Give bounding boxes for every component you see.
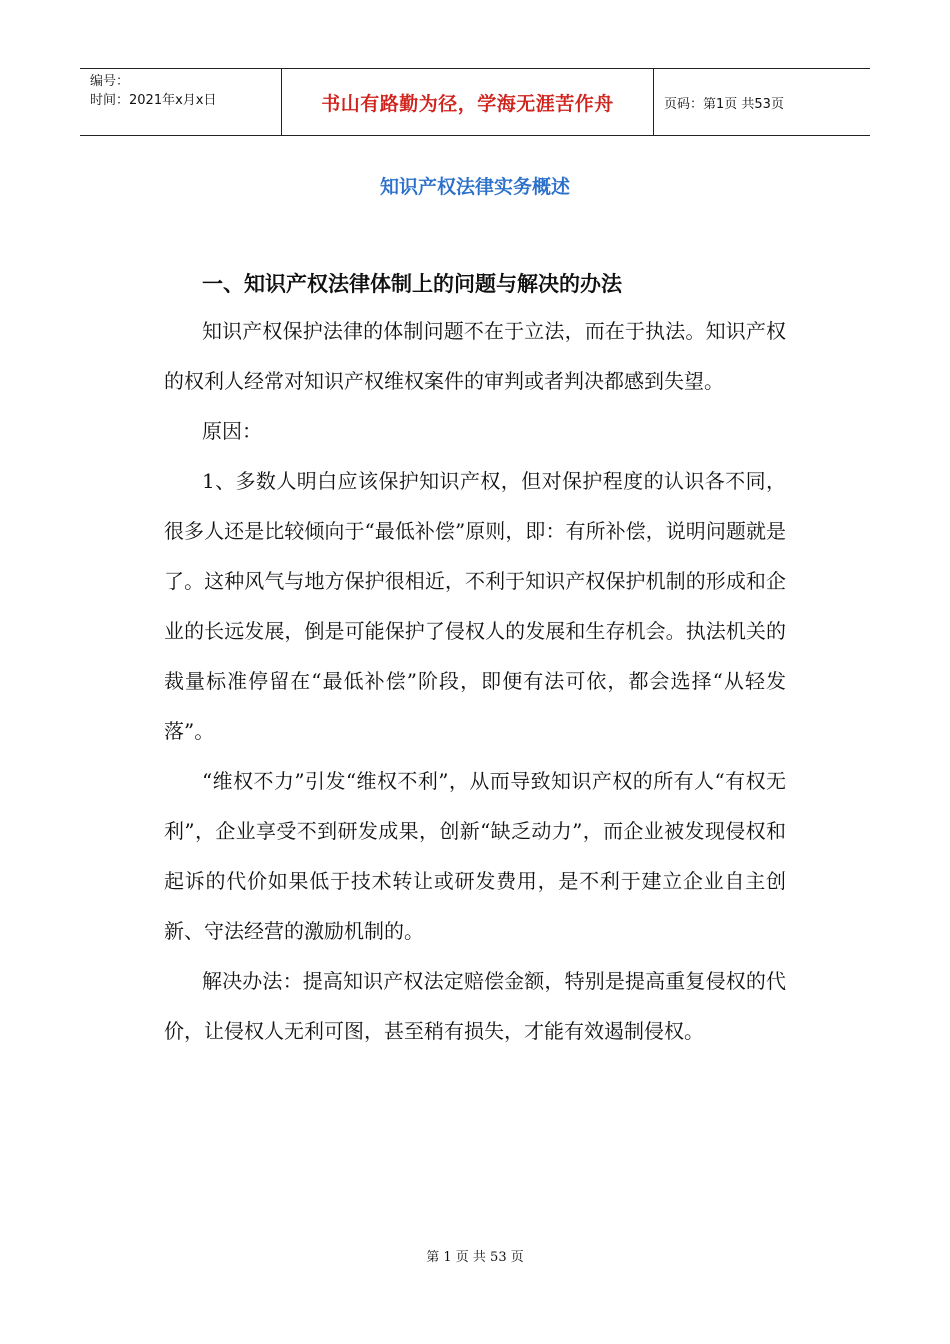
paragraph: “维权不力”引发“维权不利”，从而导致知识产权的所有人“有权无利”，企业享受不到研发成果，创新“缺乏动力”，而企业被发现侵权和起诉的代价如果低于技术转让或研发费用，是不利于建立企业自主创新、守法经营的激励机制的。 [164,769,786,943]
paragraph: 1、多数人明白应该保护知识产权，但对保护程度的认识各不同，很多人还是比较倾向于“最低补偿”原则，即：有所补偿，说明问题就是了。这种风气与地方保护很相近，不利于知识产权保护机制的形成和企业的长远发展，倒是可能保护了侵权人的发展和生存机会。执法机关的裁量标准停留在“最低补偿”阶段，即便有法可依，都会选择“从轻发落”。 [164,469,786,743]
paragraph: 知识产权保护法律的体制问题不在于立法，而在于执法。知识产权的权利人经常对知识产权维权案件的审判或者判决都感到失望。 [164,319,786,393]
header-meta [80,69,282,135]
page-footer: 第 1 页 共 53 页 [426,1250,524,1265]
document-body [164,306,786,1056]
header-time-label: 时间：2021年x月x日 [90,93,217,108]
paragraph: 解决办法：提高知识产权法定赔偿金额，特别是提高重复侵权的代价，让侵权人无利可图，甚至稍有损失，才能有效遏制侵权。 [164,969,786,1043]
header-motto: 书山有路勤为径，学海无涯苦作舟 [282,69,654,135]
document-title: 知识产权法律实务概述 [379,176,570,198]
header-page-info: 页码：第1页 共53页 [664,96,784,112]
paragraph: 原因： [202,419,262,443]
document-header [80,68,870,136]
header-number-label: 编号： [90,74,130,89]
section-heading: 一、知识产权法律体制上的问题与解决的办法 [202,272,622,296]
